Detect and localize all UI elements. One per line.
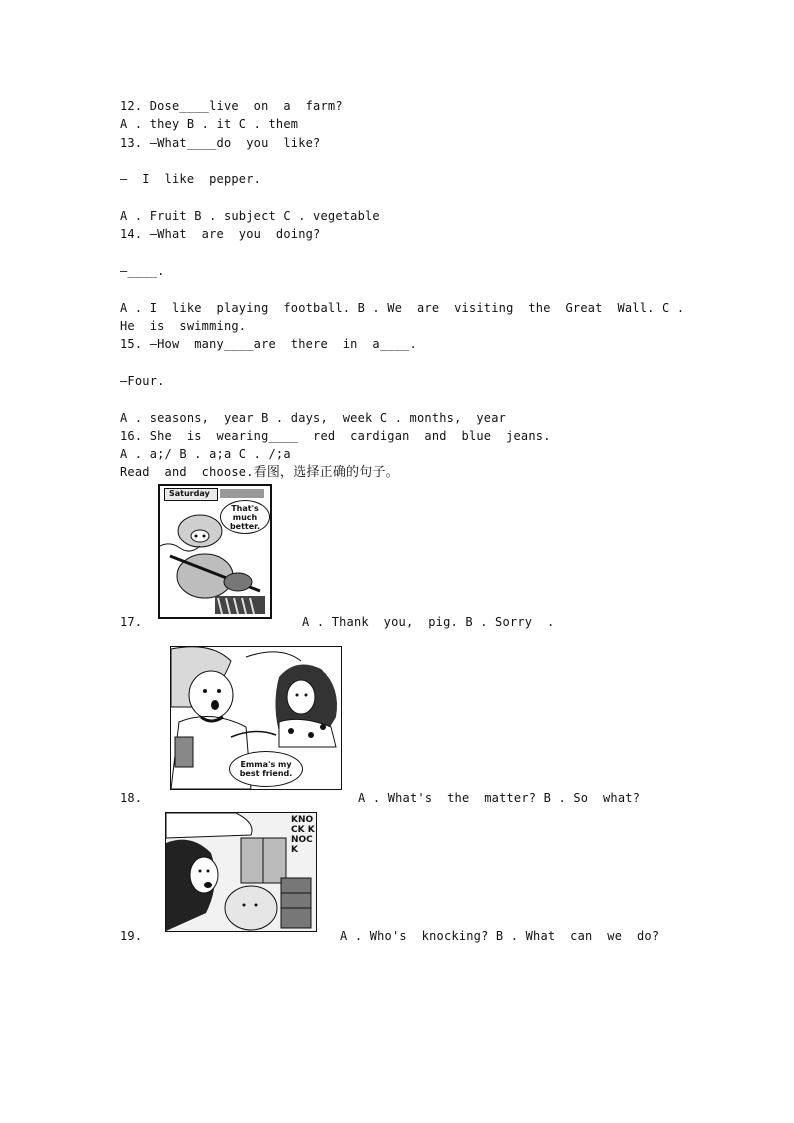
q12-options: A . they B . it C . them	[120, 117, 299, 131]
q12-stem: 12. Dose____live on a farm?	[120, 99, 343, 113]
q18-number: 18.	[120, 791, 143, 805]
section-instruction	[120, 465, 399, 480]
q16-options: A . a;/ B . a;a C . /;a	[120, 447, 291, 461]
q14-stem: 14. —What are you doing?	[120, 227, 321, 241]
q14-reply: —____.	[120, 264, 165, 278]
q18-options: A . What's the matter? B . So what?	[358, 791, 641, 805]
q13-options: A . Fruit B . subject C . vegetable	[120, 209, 380, 223]
q19-number: 19.	[120, 929, 143, 943]
q13-reply: — I like pepper.	[120, 172, 262, 186]
q16-stem: 16. She is wearing____ red cardigan and blue jeans.	[120, 429, 551, 443]
q17-options: A . Thank you, pig. B . Sorry .	[302, 615, 555, 629]
q17-number: 17.	[120, 615, 143, 629]
picture-19-sfx: KNOCK KNOCK	[291, 815, 315, 855]
instruction-en: Read and choose.	[120, 465, 254, 479]
q14-options-line2: He is swimming.	[120, 319, 247, 333]
q15-reply: —Four.	[120, 374, 165, 388]
picture-17-bubble: That's much better.	[220, 500, 270, 534]
picture-18	[170, 646, 342, 790]
picture-19	[165, 812, 317, 932]
instruction-cn: 看图，选择正确的句子。	[253, 465, 399, 480]
q19-options: A . Who's knocking? B . What can we do?	[340, 929, 660, 943]
q15-options: A . seasons, year B . days, week C . months, year	[120, 411, 507, 425]
q14-options-line1: A . I like playing football. B . We are visiting the Great Wall. C .	[120, 301, 685, 315]
q15-stem: 15. —How many____are there in a____.	[120, 337, 417, 351]
picture-17	[158, 484, 272, 619]
picture-18-bubble: Emma's my best friend.	[229, 751, 303, 787]
q13-stem: 13. —What____do you like?	[120, 136, 321, 150]
picture-17-date-label: Saturday	[169, 489, 210, 498]
